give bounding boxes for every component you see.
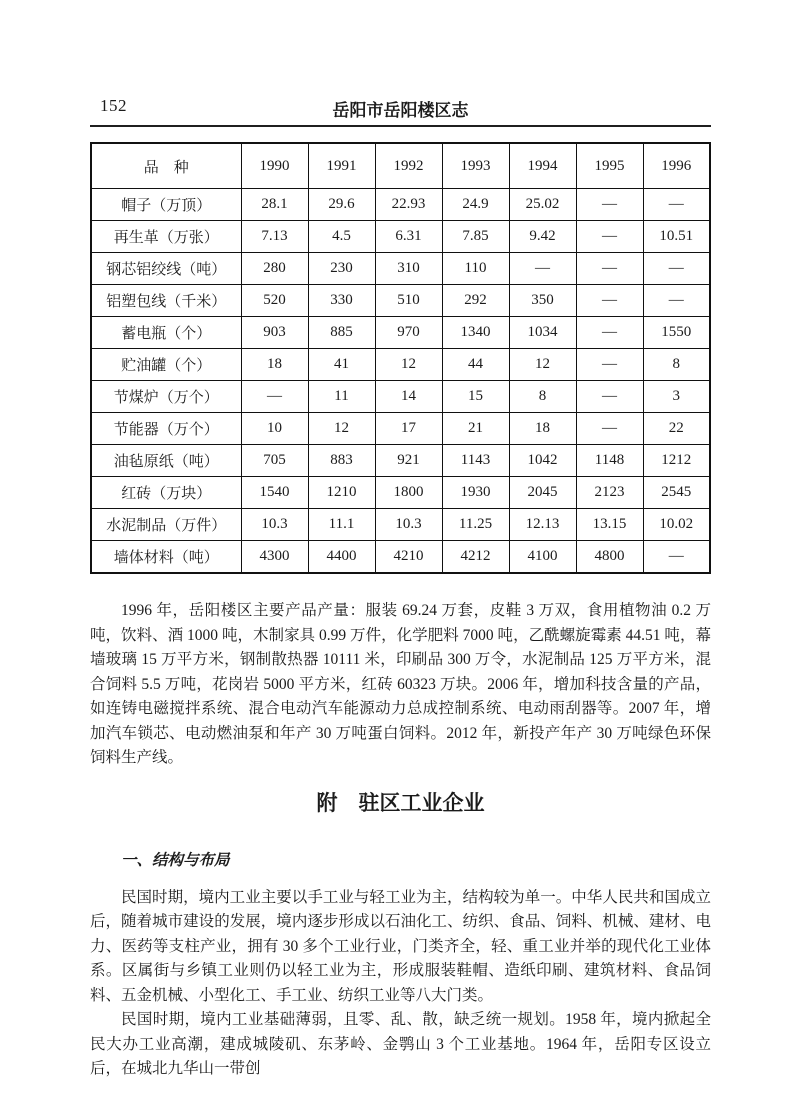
- product-value-cell: —: [576, 253, 643, 285]
- column-header-year: 1990: [241, 143, 308, 189]
- product-label: 帽子（万顶）: [91, 189, 241, 221]
- product-row: [91, 413, 710, 445]
- products-output-table: [90, 142, 711, 574]
- product-value-cell: 520: [241, 285, 308, 317]
- product-label: 再生革（万张）: [91, 221, 241, 253]
- product-value-cell: —: [576, 285, 643, 317]
- product-value-cell: 2123: [576, 477, 643, 509]
- product-value-cell: 1212: [643, 445, 710, 477]
- product-value-cell: 44: [442, 349, 509, 381]
- product-value-cell: —: [576, 413, 643, 445]
- column-header-year: 1992: [375, 143, 442, 189]
- product-value-cell: 230: [308, 253, 375, 285]
- product-row: [91, 221, 710, 253]
- product-value-cell: 13.15: [576, 509, 643, 541]
- product-row: [91, 253, 710, 285]
- product-value-cell: —: [509, 253, 576, 285]
- product-value-cell: 18: [509, 413, 576, 445]
- product-value-cell: 4210: [375, 541, 442, 574]
- column-header-year: 1995: [576, 143, 643, 189]
- product-value-cell: 1800: [375, 477, 442, 509]
- product-value-cell: 12: [375, 349, 442, 381]
- product-value-cell: 22.93: [375, 189, 442, 221]
- product-value-cell: 25.02: [509, 189, 576, 221]
- product-value-cell: 310: [375, 253, 442, 285]
- product-value-cell: 29.6: [308, 189, 375, 221]
- section-heading-appendix: 附 驻区工业企业: [316, 791, 485, 815]
- product-value-cell: 17: [375, 413, 442, 445]
- product-value-cell: —: [241, 381, 308, 413]
- product-label: 蓄电瓶（个）: [91, 317, 241, 349]
- product-value-cell: 292: [442, 285, 509, 317]
- product-value-cell: 1042: [509, 445, 576, 477]
- product-value-cell: 4212: [442, 541, 509, 574]
- product-value-cell: 1034: [509, 317, 576, 349]
- product-value-cell: 7.85: [442, 221, 509, 253]
- product-value-cell: 10.51: [643, 221, 710, 253]
- product-value-cell: 10.3: [375, 509, 442, 541]
- product-value-cell: 12.13: [509, 509, 576, 541]
- product-value-cell: 9.42: [509, 221, 576, 253]
- product-value-cell: 21: [442, 413, 509, 445]
- product-value-cell: 4100: [509, 541, 576, 574]
- product-value-cell: 280: [241, 253, 308, 285]
- product-row: [91, 381, 710, 413]
- product-label: 墙体材料（吨）: [91, 541, 241, 574]
- paragraph-history: 民国时期，境内工业基础薄弱，且零、乱、散，缺乏统一规划。1958 年，境内掀起全民大办工业高潮，建成城陵矶、东茅岭、金鹗山 3 个工业基地。1964 年，岳阳专区设立后，在城北九华山一带创: [90, 1011, 711, 1077]
- product-value-cell: 4300: [241, 541, 308, 574]
- paragraph-structure-layout: 民国时期，境内工业主要以手工业与轻工业为主，结构较为单一。中华人民共和国成立后，随着城市建设的发展，境内逐步形成以石油化工、纺织、食品、饲料、机械、建材、电力、医药等支柱产业，拥有 30 多个工业行业，门类齐全，轻、重工业并举的现代化工业体系。区属街与乡镇工业则仍以轻工业为主，形成服装鞋帽、造纸印刷、建筑材料、食品饲料、五金机械、小型化工、手工业、纺织工业等八大门类。: [90, 888, 711, 1004]
- product-value-cell: 883: [308, 445, 375, 477]
- product-row: [91, 509, 710, 541]
- product-value-cell: 970: [375, 317, 442, 349]
- product-value-cell: —: [643, 253, 710, 285]
- column-header-year: 1993: [442, 143, 509, 189]
- product-row: [91, 317, 710, 349]
- product-value-cell: 2545: [643, 477, 710, 509]
- running-header: [90, 96, 711, 120]
- table-header-row: [91, 143, 710, 189]
- product-value-cell: 41: [308, 349, 375, 381]
- product-value-cell: 1540: [241, 477, 308, 509]
- product-value-cell: —: [576, 349, 643, 381]
- product-value-cell: 15: [442, 381, 509, 413]
- product-value-cell: —: [643, 285, 710, 317]
- product-value-cell: 10: [241, 413, 308, 445]
- product-value-cell: 4.5: [308, 221, 375, 253]
- product-value-cell: 8: [643, 349, 710, 381]
- book-title: 岳阳市岳阳楼区志: [332, 101, 469, 120]
- column-header-year: 1991: [308, 143, 375, 189]
- product-row: [91, 285, 710, 317]
- product-row: [91, 541, 710, 574]
- product-value-cell: 1210: [308, 477, 375, 509]
- column-header-year: 1994: [509, 143, 576, 189]
- product-value-cell: 8: [509, 381, 576, 413]
- product-label: 节煤炉（万个）: [91, 381, 241, 413]
- header-rule: [90, 125, 711, 127]
- subsection-heading-structure: 一、结构与布局: [121, 851, 230, 869]
- product-label: 水泥制品（万件）: [91, 509, 241, 541]
- product-value-cell: 1148: [576, 445, 643, 477]
- product-row: [91, 477, 710, 509]
- product-value-cell: —: [643, 541, 710, 574]
- product-value-cell: 14: [375, 381, 442, 413]
- product-value-cell: 11.1: [308, 509, 375, 541]
- column-header-product: 品 种: [143, 159, 189, 176]
- product-value-cell: 330: [308, 285, 375, 317]
- table-body: [91, 189, 710, 574]
- product-value-cell: 11.25: [442, 509, 509, 541]
- product-value-cell: 1930: [442, 477, 509, 509]
- product-value-cell: 1143: [442, 445, 509, 477]
- product-value-cell: 24.9: [442, 189, 509, 221]
- product-value-cell: 1340: [442, 317, 509, 349]
- product-value-cell: 921: [375, 445, 442, 477]
- product-value-cell: 4400: [308, 541, 375, 574]
- page-number: 152: [100, 96, 127, 115]
- product-value-cell: —: [643, 189, 710, 221]
- product-row: [91, 349, 710, 381]
- product-row: [91, 189, 710, 221]
- product-value-cell: —: [576, 381, 643, 413]
- product-value-cell: 11: [308, 381, 375, 413]
- product-value-cell: 885: [308, 317, 375, 349]
- product-label: 铝塑包线（千米）: [91, 285, 241, 317]
- product-value-cell: 12: [308, 413, 375, 445]
- product-value-cell: 110: [442, 253, 509, 285]
- product-value-cell: 6.31: [375, 221, 442, 253]
- product-value-cell: 705: [241, 445, 308, 477]
- product-label: 钢芯铝绞线（吨）: [91, 253, 241, 285]
- product-label: 红砖（万块）: [91, 477, 241, 509]
- product-value-cell: —: [576, 317, 643, 349]
- product-value-cell: —: [576, 189, 643, 221]
- product-value-cell: 12: [509, 349, 576, 381]
- product-value-cell: 7.13: [241, 221, 308, 253]
- product-value-cell: 3: [643, 381, 710, 413]
- product-value-cell: 28.1: [241, 189, 308, 221]
- product-value-cell: 18: [241, 349, 308, 381]
- product-value-cell: 510: [375, 285, 442, 317]
- product-value-cell: 22: [643, 413, 710, 445]
- product-value-cell: —: [576, 221, 643, 253]
- product-value-cell: 350: [509, 285, 576, 317]
- product-value-cell: 10.3: [241, 509, 308, 541]
- product-row: [91, 445, 710, 477]
- product-value-cell: 903: [241, 317, 308, 349]
- product-label: 节能器（万个）: [91, 413, 241, 445]
- paragraph-production-1996: 1996 年，岳阳楼区主要产品产量：服装 69.24 万套，皮鞋 3 万双，食用植物油 0.2 万吨，饮料、酒 1000 吨，木制家具 0.99 万件，化学肥料 7000 吨，乙酰螺旋霉素 44.51 吨，幕墙玻璃 15 万平方米，钢制散热器 10111 米，印刷品 300 万令，水泥制品 125 万平方米，混合饲料 5.5 万吨，花岗岩 5000 平方米，红砖 60323 万块。2006 年，增加科技含量的产品，如连铸电磁搅拌系统、混合电动汽车能源动力总成控制系统、电动雨刮器等。2007 年，增加汽车锁芯、电动燃油泵和年产 30 万吨蛋白饲料。2012 年，新投产年产 30 万吨绿色环保饲料生产线。: [90, 602, 711, 766]
- product-value-cell: 1550: [643, 317, 710, 349]
- product-value-cell: 4800: [576, 541, 643, 574]
- product-label: 油毡原纸（吨）: [91, 445, 241, 477]
- product-label: 贮油罐（个）: [91, 349, 241, 381]
- column-header-year: 1996: [643, 143, 710, 189]
- product-value-cell: 2045: [509, 477, 576, 509]
- product-value-cell: 10.02: [643, 509, 710, 541]
